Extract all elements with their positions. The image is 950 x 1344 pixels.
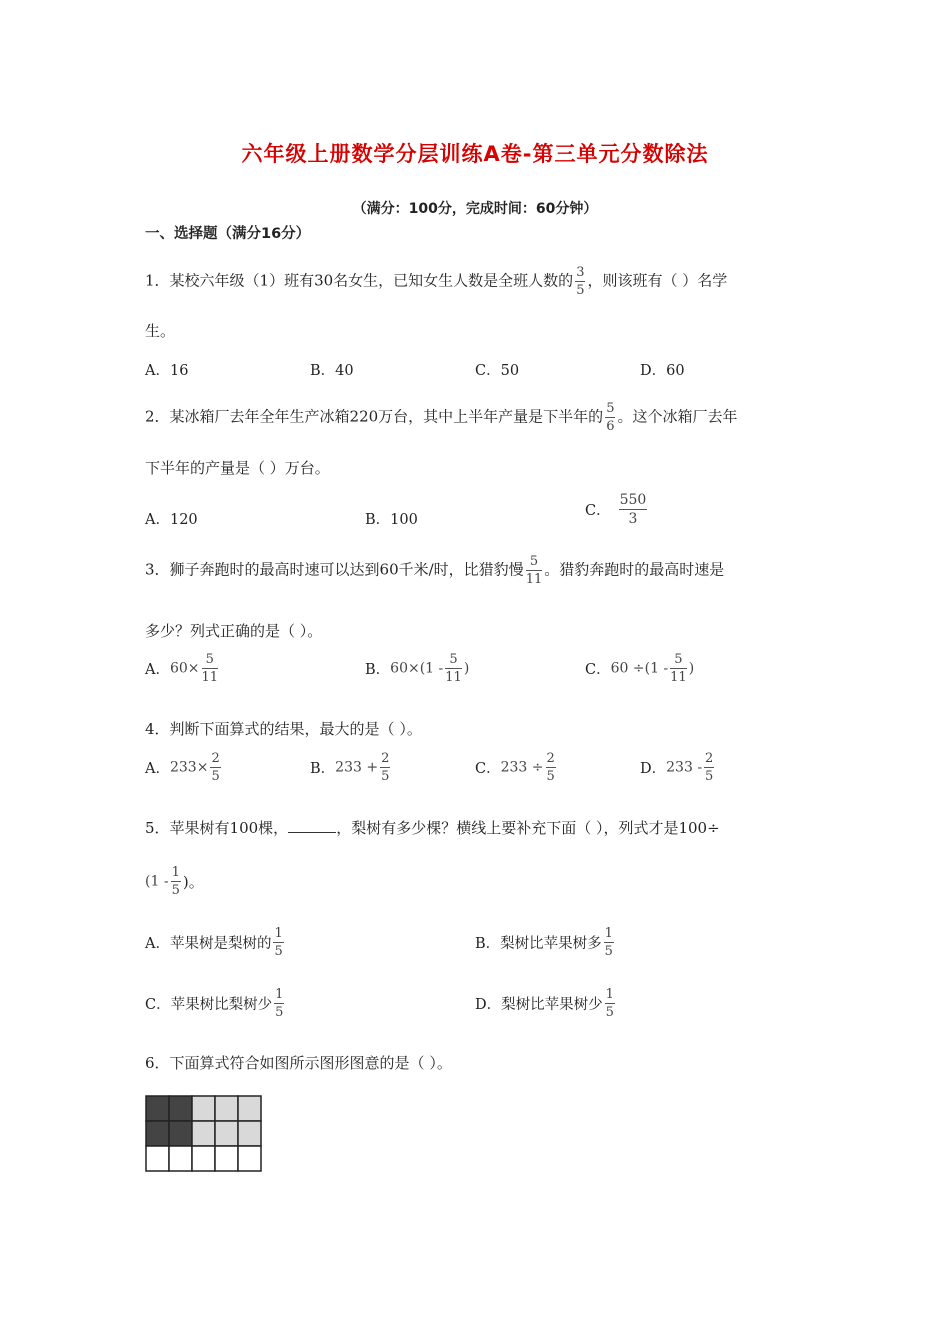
fraction: $\frac{2}{5}$	[381, 751, 390, 784]
page-title: 六年级上册数学分层训练A卷-第三单元分数除法	[241, 142, 709, 166]
fraction: $\frac{1}{5}$	[604, 926, 613, 959]
fraction: $\frac{2}{5}$	[705, 751, 714, 784]
q2-option-a: A．120	[145, 512, 198, 528]
q3-option-a: A．60× $\frac{5}{11}$	[145, 652, 219, 685]
fraction-grid-diagram	[145, 1095, 263, 1173]
answer-blank	[288, 820, 336, 833]
question-3: 3．狮子奔跑时的最高时速可以达到60千米/时，比猎豹慢 $\frac{5}{11}$ 。猎豹奔跑时的最高时速是	[145, 554, 725, 587]
grid-cell-light	[238, 1096, 261, 1121]
question-2: 2．某冰箱厂去年全年生产冰箱220万台，其中上半年产量是下半年的 $\frac{5}{6}$ 。这个冰箱厂去年	[145, 401, 738, 434]
fraction: $\frac{1}{5}$	[605, 987, 614, 1020]
grid-cell-light	[215, 1121, 238, 1146]
q1-option-b: B．40	[310, 363, 354, 379]
question-1	[145, 266, 727, 297]
q3-line2: 多少？列式正确的是（ ）。	[145, 622, 323, 640]
fraction: $\frac{3}{5}$	[576, 265, 585, 298]
fraction: $\frac{5}{11}$	[670, 652, 687, 685]
grid-cell-dark	[146, 1121, 169, 1146]
grid-cell-dark	[169, 1096, 192, 1121]
q5-option-a: A．苹果树是梨树的 $\frac{1}{5}$	[145, 926, 283, 959]
grid-cell-empty	[169, 1146, 192, 1171]
q1-line2: 生。	[145, 322, 176, 340]
q5-line2: (1 - $\frac{1}{5}$ )。	[145, 865, 204, 898]
q1-option-d: D．60	[640, 363, 685, 379]
q4-option-d: D．233 - $\frac{2}{5}$	[640, 751, 714, 784]
grid-cell-empty	[238, 1146, 261, 1171]
grid-cell-empty	[146, 1146, 169, 1171]
grid-cell-empty	[215, 1146, 238, 1171]
grid-cell-empty	[192, 1146, 215, 1171]
q2-option-c: C． $\frac{550}{3}$	[585, 492, 647, 527]
exam-info: （满分：100分，完成时间：60分钟）	[352, 201, 598, 217]
q5-option-c: C．苹果树比梨树少 $\frac{1}{5}$	[145, 987, 284, 1020]
q3-option-b: B．60×(1 - $\frac{5}{11}$ )	[365, 652, 470, 685]
q2-line2: 下半年的产量是（ ）万台。	[145, 459, 330, 477]
q1-option-a: A．16	[145, 363, 189, 379]
q1-option-c: C．50	[475, 363, 520, 379]
fraction: $\frac{1}{5}$	[171, 865, 180, 898]
fraction: $\frac{5}{6}$	[606, 401, 615, 434]
q5-option-d: D．梨树比苹果树少 $\frac{1}{5}$	[475, 987, 614, 1020]
fraction: $\frac{1}{5}$	[275, 987, 284, 1020]
q1-text-end: ，则该班有（ ）名学	[587, 271, 728, 290]
fraction: $\frac{550}{3}$	[619, 492, 647, 527]
q3-option-c: C．60 ÷(1 - $\frac{5}{11}$ )	[585, 652, 695, 685]
grid-cell-light	[192, 1121, 215, 1146]
q5-option-b: B．梨树比苹果树多 $\frac{1}{5}$	[475, 926, 613, 959]
q1-text: 1．某校六年级（1）班有30名女生，已知女生人数是全班人数的	[145, 271, 574, 290]
question-5: 5．苹果树有100棵， ，梨树有多少棵？横线上要补充下面（ ），列式才是100÷	[145, 819, 720, 837]
grid-cell-light	[192, 1096, 215, 1121]
fraction: $\frac{5}{11}$	[201, 652, 219, 685]
q4-option-c: C．233 ÷ $\frac{2}{5}$	[475, 751, 555, 784]
section-heading: 一、选择题（满分16分）	[145, 226, 311, 242]
q4-option-b: B．233 + $\frac{2}{5}$	[310, 751, 390, 784]
fraction: $\frac{5}{11}$	[445, 652, 462, 685]
grid-cell-dark	[146, 1096, 169, 1121]
grid-cell-light	[215, 1096, 238, 1121]
grid-cell-dark	[169, 1121, 192, 1146]
grid-cell-light	[238, 1121, 261, 1146]
question-6: 6．下面算式符合如图所示图形图意的是（ ）。	[145, 1054, 452, 1072]
fraction: $\frac{2}{5}$	[546, 751, 555, 784]
fraction: $\frac{2}{5}$	[211, 751, 220, 784]
fraction: $\frac{1}{5}$	[274, 926, 283, 959]
q2-option-b: B．100	[365, 512, 418, 528]
question-4: 4．判断下面算式的结果，最大的是（ ）。	[145, 720, 422, 738]
q4-option-a: A．233× $\frac{2}{5}$	[145, 751, 220, 784]
fraction: $\frac{5}{11}$	[525, 554, 543, 587]
